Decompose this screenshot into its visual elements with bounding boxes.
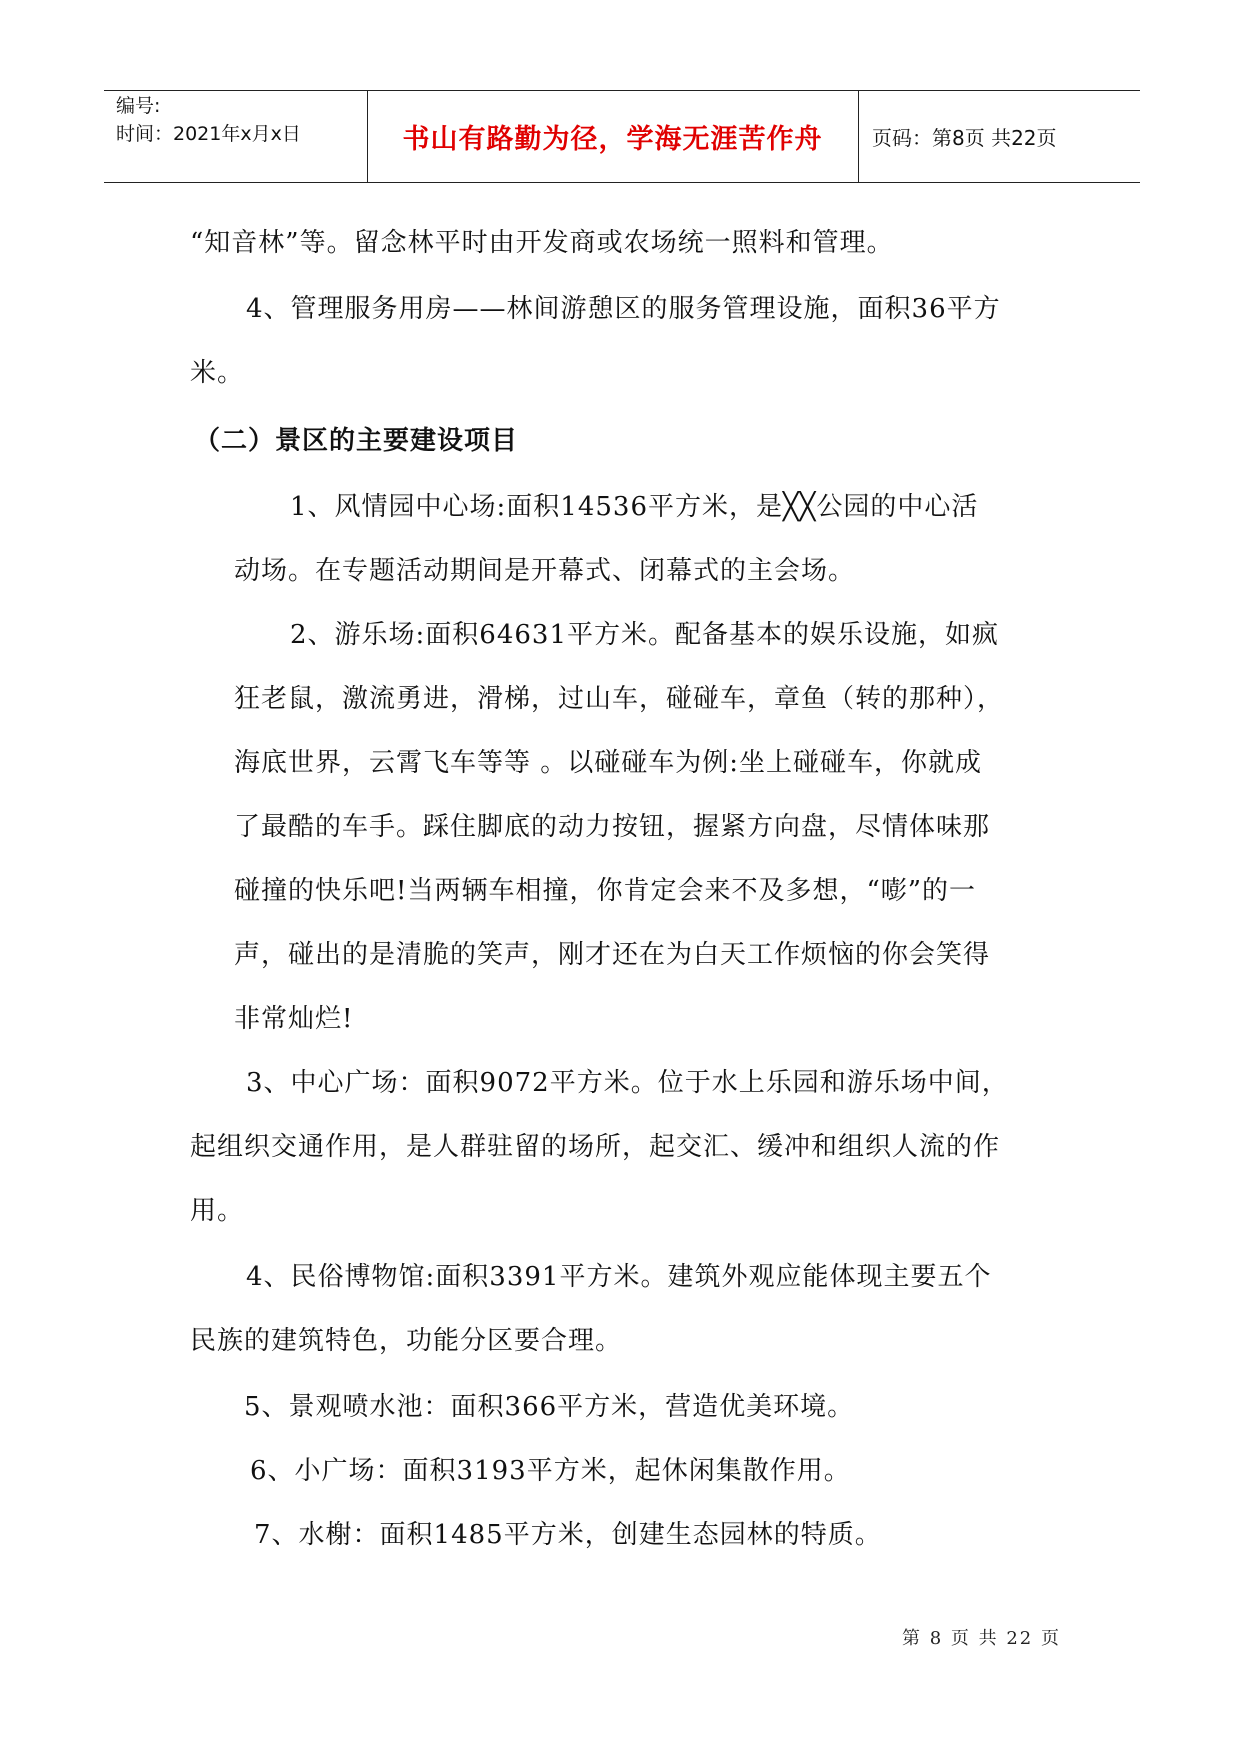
body-line: 用。 [190, 1196, 245, 1226]
body-line: 4、民俗博物馆:面积3391平方米。建筑外观应能体现主要五个 [246, 1262, 992, 1292]
body-line: “知音林”等。留念林平时由开发商或农场统一照料和管理。 [190, 228, 894, 258]
body-line: 6、小广场：面积3193平方米，起休闲集散作用。 [250, 1456, 851, 1486]
body-line: 起组织交通作用，是人群驻留的场所，起交汇、缓冲和组织人流的作 [190, 1132, 1001, 1162]
header-motto: 书山有路勤为径，学海无涯苦作舟 [402, 123, 823, 155]
section-heading: （二）景区的主要建设项目 [194, 426, 519, 456]
serial-label: 编号: [116, 95, 161, 117]
body-line: 非常灿烂! [234, 1004, 354, 1034]
body-line: 2、游乐场:面积64631平方米。配备基本的娱乐设施，如疯 [290, 620, 1000, 650]
body-line: 狂老鼠，激流勇进，滑梯，过山车，碰碰车，章鱼（转的那种）， [234, 684, 1005, 714]
header-page-number: 页码：第8页 共22页 [872, 126, 1057, 150]
header-bottom-rule [104, 182, 1140, 183]
page-footer: 第 8 页 共 22 页 [902, 1628, 1061, 1649]
header-info [116, 92, 301, 148]
body-line: 了最酷的车手。踩住脚底的动力按钮，握紧方向盘，尽情体味那 [234, 812, 991, 842]
body-line: 4、管理服务用房——林间游憩区的服务管理设施，面积36平方 [246, 294, 1001, 324]
time-label: 时间：2021年x月x日 [116, 123, 301, 145]
body-line: 碰撞的快乐吧!当两辆车相撞，你肯定会来不及多想，“嘭”的一 [234, 876, 977, 906]
body-line: 声，碰出的是清脆的笑声，刚才还在为白天工作烦恼的你会笑得 [234, 940, 991, 970]
body-line: 民族的建筑特色，功能分区要合理。 [190, 1326, 623, 1356]
body-line: 米。 [190, 358, 245, 388]
body-line: 1、风情园中心场:面积14536平方米，是╳╳公园的中心活 [290, 492, 979, 522]
body-line: 海底世界，云霄飞车等等 。以碰碰车为例:坐上碰碰车，你就成 [234, 748, 983, 778]
header-divider-right [858, 90, 859, 182]
body-line: 动场。在专题活动期间是开幕式、闭幕式的主会场。 [234, 556, 856, 586]
body-line: 5、景观喷水池：面积366平方米，营造优美环境。 [244, 1392, 855, 1422]
body-line: 7、水榭：面积1485平方米，创建生态园林的特质。 [254, 1520, 882, 1550]
body-line: 3、中心广场：面积9072平方米。位于水上乐园和游乐场中间， [246, 1068, 1009, 1098]
